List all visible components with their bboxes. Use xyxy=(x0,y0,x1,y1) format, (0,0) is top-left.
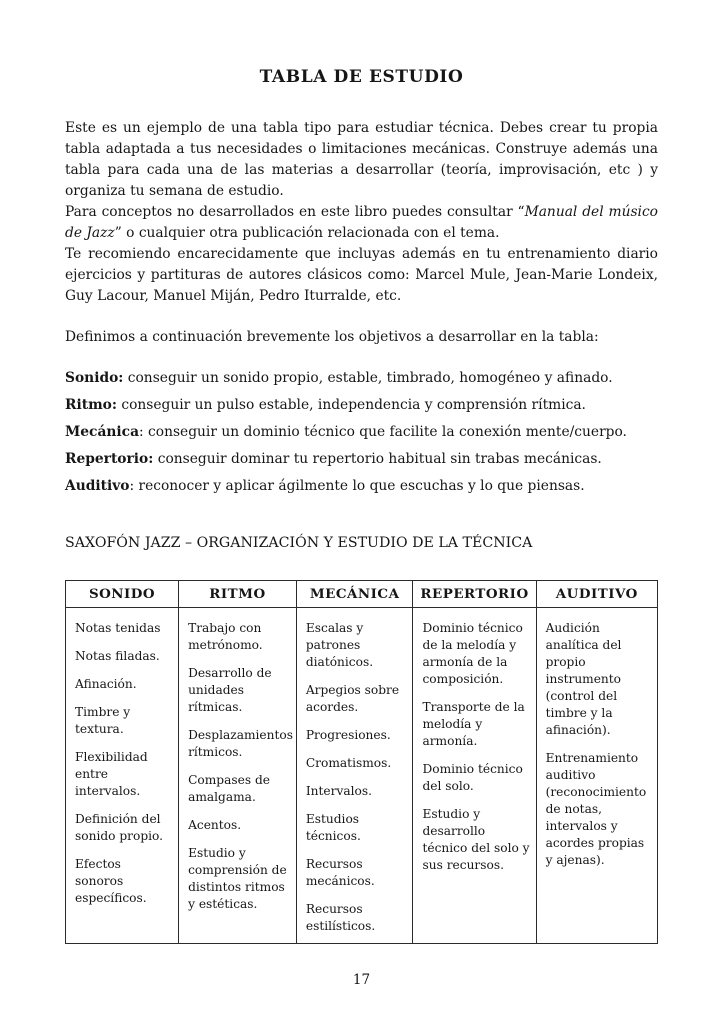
table-item: Intervalos. xyxy=(305,784,372,798)
column-header-repertorio: REPERTORIO xyxy=(413,581,536,608)
section-heading: SAXOFÓN JAZZ – ORGANIZACIÓN Y ESTUDIO DE LA TÉCNICA xyxy=(65,535,533,551)
column-header-sonido: SONIDO xyxy=(66,581,179,608)
intro-paragraph-2-post: ” o cualquier otra publicación relacionada con el tema. xyxy=(114,225,500,241)
definition-text-ritmo: conseguir un pulso estable, independencia y comprensión rítmica. xyxy=(116,397,586,413)
table-item: Afinación. xyxy=(75,677,137,691)
column-header-auditivo: AUDITIVO xyxy=(536,581,657,608)
column-cell-auditivo xyxy=(536,608,657,944)
table-item: Transporte de la melodía y armonía. xyxy=(422,700,525,748)
definition-term-repertorio: Repertorio: xyxy=(65,451,154,467)
table-item: Dominio técnico de la melodía y armonía de la composición. xyxy=(422,621,523,686)
definition-text-mecanica: : conseguir un dominio técnico que facilite la conexión mente/cuerpo. xyxy=(139,424,627,440)
table-item: Estudio y comprensión de distintos ritmos y estéticas. xyxy=(188,846,287,911)
column-cell-repertorio xyxy=(413,608,536,944)
table-item: Estudio y desarrollo técnico del solo y sus recursos. xyxy=(422,807,530,872)
column-cell-ritmo xyxy=(179,608,297,944)
table-item: Progresiones. xyxy=(305,728,391,742)
definition-ritmo xyxy=(65,395,658,416)
column-cell-mecanica xyxy=(296,608,413,944)
definition-auditivo xyxy=(65,476,658,497)
definition-term-ritmo: Ritmo: xyxy=(65,397,117,413)
table-item: Entrenamiento auditivo (reconocimiento de notas, intervalos y acordes propias y ajenas). xyxy=(545,751,647,867)
table-item: Flexibilidad entre intervalos. xyxy=(75,750,148,798)
column-header-mecanica: MECÁNICA xyxy=(296,581,413,608)
table-item: Escalas y patrones diatónicos. xyxy=(305,621,374,669)
column-header-ritmo: RITMO xyxy=(179,581,297,608)
definitions-intro: Definimos a continuación brevemente los objetivos a desarrollar en la tabla: xyxy=(65,329,599,345)
table-body-row xyxy=(66,608,658,944)
definition-term-auditivo: Auditivo xyxy=(65,478,130,494)
intro-paragraph-2-pre: Para conceptos no desarrollados en este libro puedes consultar “ xyxy=(65,204,525,220)
table-item: Recursos mecánicos. xyxy=(305,857,375,888)
definition-term-mecanica: Mecánica xyxy=(65,424,140,440)
intro-paragraph-1: Este es un ejemplo de una tabla tipo para estudiar técnica. Debes crear tu propia tabla adaptada a tus necesidades o limitaciones mecánicas. Construye además una tabla para cada una de las materias a desarrollar (teoría, improvisación, etc ) y organiza tu semana de estudio. xyxy=(65,120,658,199)
table-item: Desplazamientos rítmicos. xyxy=(188,728,293,759)
definition-sonido xyxy=(65,368,658,389)
table-item: Efectos sonoros específicos. xyxy=(75,857,147,905)
table-item: Recursos estilísticos. xyxy=(305,902,376,933)
column-cell-sonido xyxy=(66,608,179,944)
definitions-list xyxy=(65,368,658,497)
table-item: Audición analítica del propio instrumento (control del timbre y la afinación). xyxy=(545,621,622,737)
table-item: Desarrollo de unidades rítmicas. xyxy=(188,666,272,714)
table-item: Arpegios sobre acordes. xyxy=(305,683,400,714)
table-item: Cromatismos. xyxy=(305,756,392,770)
study-table xyxy=(65,580,658,944)
page-number: 17 xyxy=(352,972,371,988)
definition-repertorio xyxy=(65,449,658,470)
book-title-reference: Manual del músico de Jazz xyxy=(65,204,658,241)
definition-text-auditivo: : reconocer y aplicar ágilmente lo que escuchas y lo que piensas. xyxy=(129,478,585,494)
table-item: Definición del sonido propio. xyxy=(75,812,164,843)
table-item: Trabajo con metrónomo. xyxy=(188,621,263,652)
page-title: TABLA DE ESTUDIO xyxy=(259,67,464,87)
definition-text-repertorio: conseguir dominar tu repertorio habitual sin trabas mecánicas. xyxy=(153,451,602,467)
definition-term-sonido: Sonido: xyxy=(65,370,124,386)
table-item: Estudios técnicos. xyxy=(305,812,361,843)
definition-mecanica xyxy=(65,422,658,443)
intro-paragraph-2 xyxy=(65,202,658,244)
table-item: Timbre y textura. xyxy=(75,705,131,736)
table-item: Notas filadas. xyxy=(75,649,160,663)
table-item: Compases de amalgama. xyxy=(188,773,270,804)
table-item: Notas tenidas xyxy=(75,621,161,635)
intro-paragraph-3: Te recomiendo encarecidamente que incluyas además en tu entrenamiento diario ejercicios y partituras de autores clásicos como: Marcel Mule, Jean-Marie Londeix, Guy Lacour, Manuel Miján, Pedro Iturralde, etc. xyxy=(65,246,658,304)
table-item: Acentos. xyxy=(188,818,242,832)
definition-text-sonido: conseguir un sonido propio, estable, timbrado, homogéneo y afinado. xyxy=(123,370,613,386)
table-header-row xyxy=(66,581,658,608)
table-item: Dominio técnico del solo. xyxy=(422,762,523,793)
